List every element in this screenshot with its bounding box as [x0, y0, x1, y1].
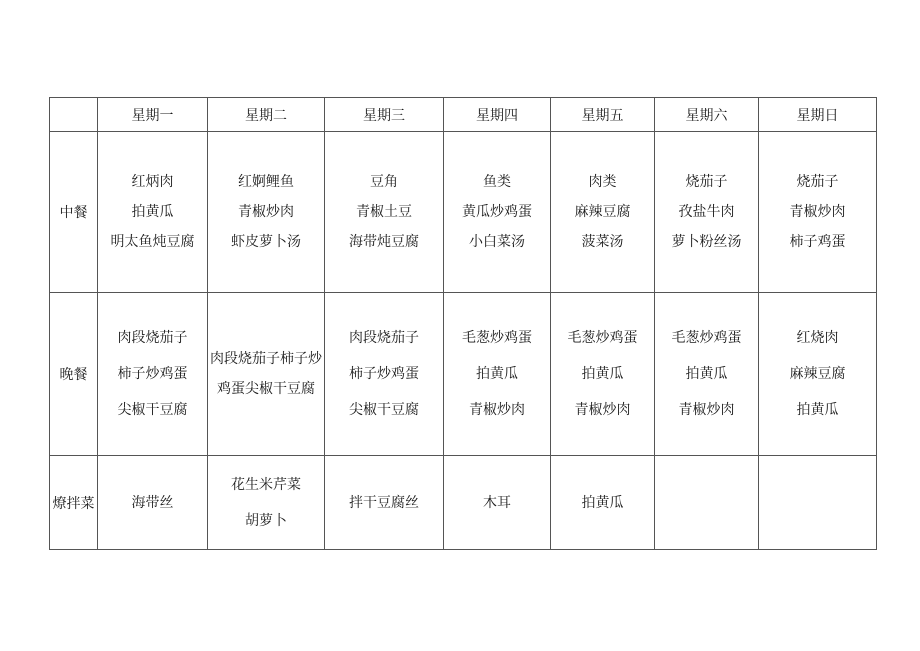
cold-dish-row — [50, 456, 877, 550]
menu-cell — [208, 132, 325, 293]
dish-item: 柿子炒鸡蛋 — [349, 366, 419, 382]
menu-cell — [444, 132, 551, 293]
day-header: 星期一 — [98, 98, 208, 132]
dish-item: 尖椒干豆腐 — [117, 402, 188, 418]
dish-item: 尖椒干豆腐 — [349, 402, 419, 418]
menu-cell — [655, 132, 759, 293]
menu-cell — [655, 293, 759, 456]
dish-item: 麻辣豆腐 — [789, 366, 846, 382]
dish-item: 胡萝卜 — [245, 512, 287, 529]
menu-cell — [759, 293, 877, 456]
dish-item: 麻辣豆腐 — [574, 204, 631, 220]
dish-item: 烧茄子 — [796, 174, 839, 190]
dish-item: 拍黄瓜 — [581, 494, 624, 511]
dinner-row — [50, 293, 877, 456]
dish-item: 孜盐牛肉 — [678, 204, 735, 220]
dish-item: 拍黄瓜 — [131, 204, 174, 220]
dish-item: 青椒炒肉 — [238, 204, 294, 220]
dish-item: 拌干豆腐丝 — [349, 494, 419, 511]
dish-item: 豆角 — [370, 174, 398, 190]
day-header: 星期五 — [551, 98, 655, 132]
dish-item: 肉类 — [588, 174, 617, 190]
dish-item: 木耳 — [483, 494, 511, 511]
row-label: 晚餐 — [50, 293, 98, 456]
row-label: 中餐 — [50, 132, 98, 293]
day-header: 星期六 — [655, 98, 759, 132]
dish-item: 虾皮萝卜汤 — [231, 234, 301, 250]
dish-item: 肉段烧茄子 — [349, 330, 419, 346]
menu-cell — [325, 456, 444, 550]
menu-cell — [325, 132, 444, 293]
menu-cell — [551, 132, 655, 293]
dish-item: 柿子炒鸡蛋 — [117, 366, 188, 382]
day-header: 星期日 — [759, 98, 877, 132]
dish-item: 拍黄瓜 — [581, 366, 624, 382]
header-row — [50, 98, 877, 132]
dish-item: 烧茄子 — [685, 174, 728, 190]
dish-item: 花生米芹菜 — [231, 476, 301, 493]
dish-item: 红烧肉 — [796, 330, 839, 346]
empty-cell — [655, 456, 759, 550]
day-header: 星期二 — [208, 98, 325, 132]
menu-cell — [208, 293, 325, 456]
day-header: 星期四 — [444, 98, 551, 132]
menu-cell — [444, 293, 551, 456]
dish-item: 毛葱炒鸡蛋 — [671, 330, 742, 346]
dish-item: 黄瓜炒鸡蛋 — [462, 204, 532, 220]
dish-item: 海带丝 — [131, 494, 174, 511]
dish-item: 海带炖豆腐 — [349, 234, 419, 250]
dish-item: 菠菜汤 — [581, 234, 624, 250]
menu-cell — [759, 132, 877, 293]
menu-cell — [98, 132, 208, 293]
menu-cell — [208, 456, 325, 550]
dish-item: 青椒炒肉 — [469, 402, 525, 418]
menu-cell — [98, 293, 208, 456]
dish-item: 肉段烧茄子 — [117, 330, 188, 346]
dish-item: 毛葱炒鸡蛋 — [567, 330, 638, 346]
menu-cell — [551, 456, 655, 550]
dish-item: 毛葱炒鸡蛋 — [462, 330, 532, 346]
lunch-row — [50, 132, 877, 293]
dish-item: 柿子鸡蛋 — [789, 234, 846, 250]
corner-cell — [50, 98, 98, 132]
menu-cell — [551, 293, 655, 456]
day-header: 星期三 — [325, 98, 444, 132]
dish-item: 拍黄瓜 — [685, 366, 728, 382]
weekly-menu-table — [49, 97, 877, 550]
menu-cell — [444, 456, 551, 550]
dish-item: 青椒炒肉 — [574, 402, 631, 418]
dish-item: 拍黄瓜 — [476, 366, 518, 382]
empty-cell — [759, 456, 877, 550]
dish-item: 明太鱼炖豆腐 — [110, 234, 195, 250]
dish-item: 小白菜汤 — [469, 234, 525, 250]
dish-item: 红炳肉 — [131, 174, 174, 190]
dish-item: 青椒炒肉 — [678, 402, 735, 418]
dish-item: 鱼类 — [483, 174, 511, 190]
dish-item: 肉段烧茄子柿子炒鸡蛋尖椒干豆腐 — [210, 351, 322, 397]
dish-item: 青椒炒肉 — [789, 204, 846, 220]
dish-item: 拍黄瓜 — [796, 402, 839, 418]
dish-item: 萝卜粉丝汤 — [671, 234, 742, 250]
menu-cell — [325, 293, 444, 456]
menu-cell — [98, 456, 208, 550]
dish-item: 红婀鲤鱼 — [238, 174, 294, 190]
dish-item: 青椒土豆 — [356, 204, 412, 220]
row-label: 燎拌菜 — [50, 456, 98, 550]
